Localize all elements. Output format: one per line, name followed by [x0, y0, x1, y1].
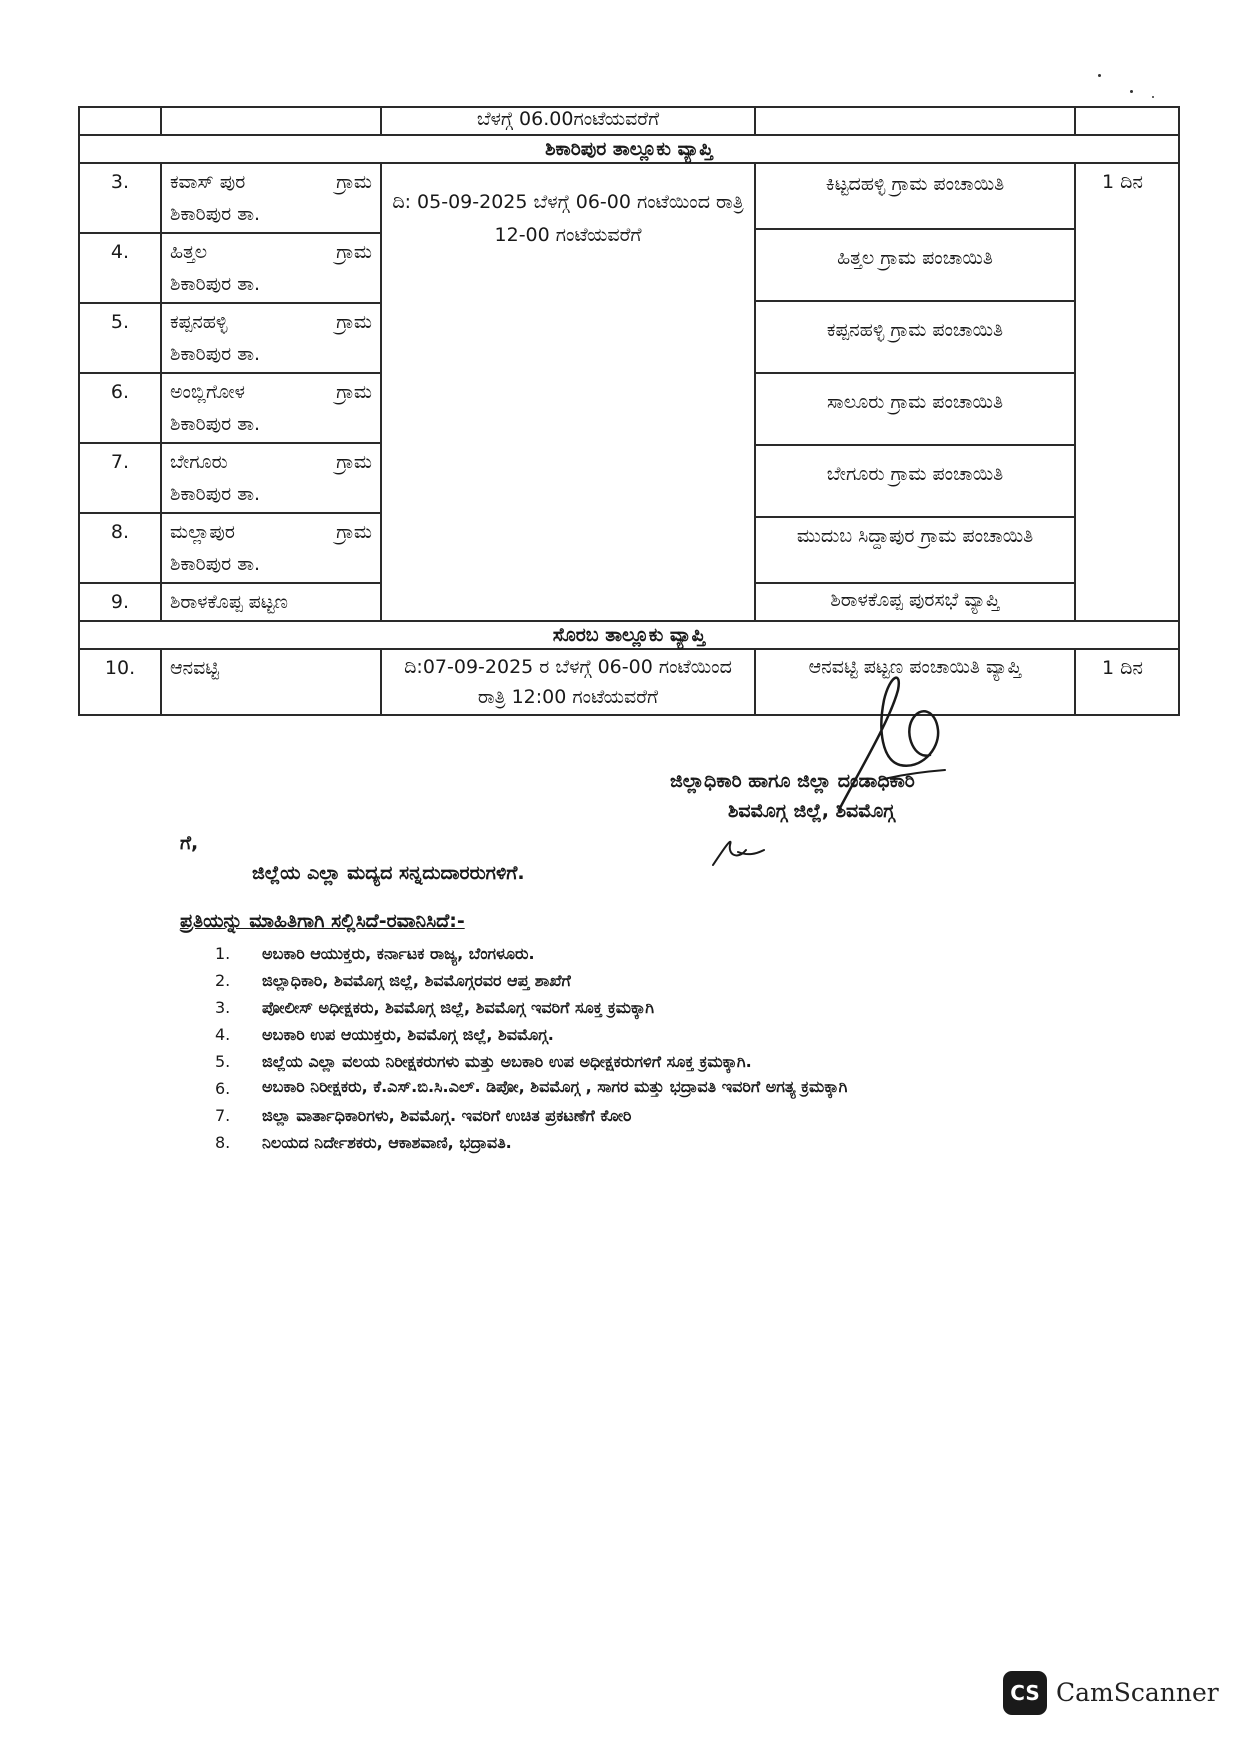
village-suffix: ಗ್ರಾಮ	[336, 311, 372, 333]
table-row	[79, 163, 1179, 233]
table-cell	[79, 107, 161, 135]
area-text: ಹಿತ್ತಲ ಗ್ರಾಮ ಪಂಚಾಯಿತಿ	[756, 228, 1074, 300]
area-text: ಕಪ್ಪನಹಳ್ಳಿ ಗ್ರಾಮ ಪಂಚಾಯಿತಿ	[756, 300, 1074, 372]
scan-speck	[1130, 90, 1133, 93]
serial-number: 7.	[79, 443, 161, 513]
table-cell	[1075, 107, 1179, 135]
item-number: 1.	[215, 944, 231, 963]
signatory-title: ಜಿಲ್ಲಾಧಿಕಾರಿ ಹಾಗೂ ಜಿಲ್ಲಾ ದಂಡಾಧಿಕಾರಿ	[670, 770, 915, 792]
area-text: ಸಾಲೂರು ಗ್ರಾಮ ಪಂಚಾಯಿತಿ	[756, 372, 1074, 444]
item-text: ಜಿಲ್ಲಾಧಿಕಾರಿ, ಶಿವಮೊಗ್ಗ ಜಿಲ್ಲೆ, ಶಿವಮೊಗ್ಗರವರ ಆಪ್ತ ಶಾಖೆಗೆ	[262, 971, 571, 990]
days-cell: 1 ದಿನ	[1075, 163, 1179, 621]
area-text: ಶಿರಾಳಕೊಪ್ಪ ಪುರಸಭೆ ವ್ಯಾಪ್ತಿ	[756, 582, 1074, 620]
serial-number: 6.	[79, 373, 161, 443]
taluk-name: ಶಿಕಾರಿಪುರ ತಾ.	[170, 483, 261, 505]
village-name: ಮಲ್ಲಾಪುರ	[170, 521, 235, 543]
copy-heading: ಪ್ರತಿಯನ್ನು ಮಾಹಿತಿಗಾಗಿ ಸಲ್ಲಿಸಿದೆ-ರವಾನಿಸಿದೆ:-	[180, 910, 465, 932]
item-text: ಅಬಕಾರಿ ಆಯುಕ್ತರು, ಕರ್ನಾಟಕ ರಾಜ್ಯ, ಬೆಂಗಳೂರು.	[262, 944, 535, 963]
section-header-row	[79, 621, 1179, 649]
table-cell	[755, 107, 1075, 135]
days-cell: 1 ದಿನ	[1075, 649, 1179, 715]
village-name: ಬೇಗೂರು	[170, 451, 228, 473]
list-item	[215, 1021, 1075, 1048]
village-cell	[161, 513, 381, 583]
village-name: ಕಪ್ಪನಹಳ್ಳಿ	[170, 311, 228, 333]
taluk-name: ಶಿಕಾರಿಪುರ ತಾ.	[170, 203, 261, 225]
section-title: ಸೊರಬ ತಾಲ್ಲೂಕು ವ್ಯಾಪ್ತಿ	[79, 621, 1179, 649]
camscanner-watermark: CamScanner	[1056, 1678, 1219, 1707]
area-cell	[755, 163, 1075, 621]
signatory-place: ಶಿವಮೊಗ್ಗ ಜಿಲ್ಲೆ, ಶಿವಮೊಗ್ಗ	[728, 800, 895, 822]
list-item	[215, 1048, 1075, 1075]
item-number: 6.	[215, 1079, 231, 1098]
table-row	[79, 649, 1179, 715]
copy-list	[215, 940, 1075, 1156]
village-suffix: ಗ್ರಾಮ	[336, 171, 372, 193]
village-name: ಶಿರಾಳಕೊಪ್ಪ ಪಟ್ಟಣ	[170, 591, 289, 613]
list-item	[215, 1129, 1075, 1156]
section-header-row	[79, 135, 1179, 163]
item-number: 3.	[215, 998, 231, 1017]
taluk-name: ಶಿಕಾರಿಪುರ ತಾ.	[170, 413, 261, 435]
taluk-name: ಶಿಕಾರಿಪುರ ತಾ.	[170, 553, 261, 575]
item-number: 7.	[215, 1106, 231, 1125]
item-number: 5.	[215, 1052, 231, 1071]
list-item	[215, 1075, 1075, 1102]
table-cell	[161, 107, 381, 135]
to-label: ಗೆ,	[180, 832, 199, 854]
serial-number: 9.	[79, 583, 161, 621]
item-number: 8.	[215, 1133, 231, 1152]
village-cell	[161, 303, 381, 373]
initials-mark	[708, 830, 768, 870]
list-item	[215, 994, 1075, 1021]
village-name: ಕವಾಸ್ ಪುರ	[170, 171, 246, 193]
item-text: ಜಿಲ್ಲೆಯ ಎಲ್ಲಾ ವಲಯ ನಿರೀಕ್ಷಕರುಗಳು ಮತ್ತು ಅಬಕಾರಿ ಉಪ ಅಧೀಕ್ಷಕರುಗಳಿಗೆ ಸೂಕ್ತ ಕ್ರಮಕ್ಕಾಗಿ.	[262, 1052, 752, 1071]
table-row	[79, 107, 1179, 135]
item-text: ನಿಲಯದ ನಿರ್ದೇಶಕರು, ಆಕಾಶವಾಣಿ, ಭದ್ರಾವತಿ.	[262, 1133, 512, 1152]
item-text: ಅಬಕಾರಿ ಉಪ ಆಯುಕ್ತರು, ಶಿವಮೊಗ್ಗ ಜಿಲ್ಲೆ, ಶಿವಮೊಗ್ಗ.	[262, 1025, 554, 1044]
recipient-text: ಜಿಲ್ಲೆಯ ಎಲ್ಲಾ ಮದ್ಯದ ಸನ್ನದುದಾರರುಗಳಿಗೆ.	[252, 862, 525, 884]
area-text: ಮುದುಬ ಸಿದ್ದಾಪುರ ಗ್ರಾಮ ಪಂಚಾಯಿತಿ	[756, 516, 1074, 582]
taluk-name: ಶಿಕಾರಿಪುರ ತಾ.	[170, 343, 261, 365]
serial-number: 3.	[79, 163, 161, 233]
scan-speck	[1152, 96, 1154, 98]
serial-number: 5.	[79, 303, 161, 373]
village-cell	[161, 583, 381, 621]
village-cell	[161, 443, 381, 513]
area-text: ಬೇಗೂರು ಗ್ರಾಮ ಪಂಚಾಯಿತಿ	[756, 444, 1074, 516]
date-text: ದಿ: 05-09-2025 ಬೆಳಗ್ಗೆ 06-00 ಗಂಟೆಯಿಂದ ರಾತ್ರಿ 12-00 ಗಂಟೆಯವರೆಗೆ	[392, 191, 744, 246]
list-item	[215, 967, 1075, 994]
village-suffix: ಗ್ರಾಮ	[336, 241, 372, 263]
item-text: ಪೋಲೀಸ್ ಅಧೀಕ್ಷಕರು, ಶಿವಮೊಗ್ಗ ಜಿಲ್ಲೆ, ಶಿವಮೊಗ್ಗ ಇವರಿಗೆ ಸೂಕ್ತ ಕ್ರಮಕ್ಕಾಗಿ	[262, 998, 655, 1017]
taluk-name: ಶಿಕಾರಿಪುರ ತಾ.	[170, 273, 261, 295]
village-suffix: ಗ್ರಾಮ	[336, 521, 372, 543]
village-name: ಆನವಟ್ಟಿ	[161, 649, 381, 715]
date-cell	[381, 163, 755, 621]
item-text: ಜಿಲ್ಲಾ ವಾರ್ತಾಧಿಕಾರಿಗಳು, ಶಿವಮೊಗ್ಗ. ಇವರಿಗೆ ಉಚಿತ ಪ್ರಕಟಣೆಗೆ ಕೋರಿ	[262, 1106, 632, 1125]
date-text: ದಿ:07-09-2025 ರ ಬೆಳಗ್ಗೆ 06-00 ಗಂಟೆಯಿಂದ ರಾತ್ರಿ 12:00 ಗಂಟೆಯವರೆಗೆ	[381, 649, 755, 715]
village-name: ಹಿತ್ತಲ	[170, 241, 208, 263]
serial-number: 10.	[79, 649, 161, 715]
date-continuation: ಬೆಳಗ್ಗೆ 06.00ಗಂಟೆಯವರೆಗೆ	[381, 107, 755, 135]
area-text: ಕಿಟ್ಟದಹಳ್ಳಿ ಗ್ರಾಮ ಪಂಚಾಯಿತಿ	[825, 173, 1005, 195]
village-cell	[161, 373, 381, 443]
camscanner-logo-icon: CS	[1003, 1671, 1047, 1715]
item-text: ಅಬಕಾರಿ ನಿರೀಕ್ಷಕರು, ಕೆ.ಎಸ್.ಬಿ.ಸಿ.ಎಲ್. ಡಿಪೋ, ಶಿವಮೊಗ್ಗ , ಸಾಗರ ಮತ್ತು ಭದ್ರಾವತಿ ಇವರಿಗೆ ಅಗತ್ಯ ಕ್ರಮಕ್ಕಾಗಿ	[262, 1077, 848, 1096]
serial-number: 8.	[79, 513, 161, 583]
list-item	[215, 940, 1075, 967]
serial-number: 4.	[79, 233, 161, 303]
list-item	[215, 1102, 1075, 1129]
area-text: ಆನವಟ್ಟಿ ಪಟ್ಟಣ ಪಂಚಾಯಿತಿ ವ್ಯಾಪ್ತಿ	[755, 649, 1075, 715]
schedule-table	[78, 106, 1180, 716]
village-suffix: ಗ್ರಾಮ	[336, 381, 372, 403]
village-suffix: ಗ್ರಾಮ	[336, 451, 372, 473]
section-title: ಶಿಕಾರಿಪುರ ತಾಲ್ಲೂಕು ವ್ಯಾಪ್ತಿ	[79, 135, 1179, 163]
village-cell	[161, 163, 381, 233]
village-cell	[161, 233, 381, 303]
village-name: ಅಂಬ್ಲಿಗೋಳ	[170, 381, 245, 403]
item-number: 2.	[215, 971, 231, 990]
scan-speck	[1098, 74, 1101, 77]
item-number: 4.	[215, 1025, 231, 1044]
